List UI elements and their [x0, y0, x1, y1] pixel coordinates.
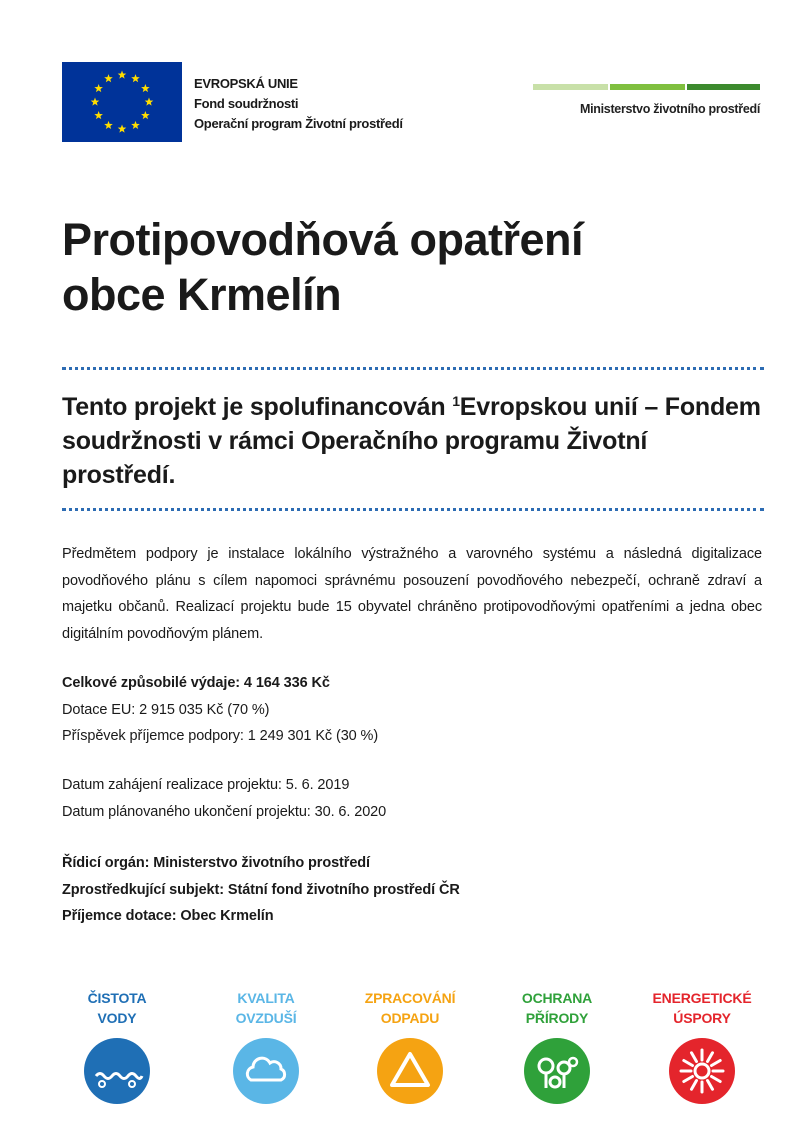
cloud-icon	[233, 1038, 299, 1104]
total-eligible-costs: Celkové způsobilé výdaje: 4 164 336 Kč	[62, 675, 330, 691]
ministry-bar-dark	[687, 84, 760, 90]
category-line-1: KVALITA	[237, 990, 295, 1006]
ministry-bar-light	[533, 84, 608, 90]
grant-recipient: Příjemce dotace: Obec Krmelín	[62, 908, 274, 924]
ministry-color-bars	[533, 84, 760, 90]
category-air	[201, 988, 331, 1104]
eu-star	[145, 98, 154, 106]
eu-star	[104, 121, 113, 129]
category-energy	[637, 988, 767, 1104]
cofinancing-statement	[62, 390, 762, 492]
category-label	[345, 988, 475, 1028]
category-label	[637, 988, 767, 1028]
eu-subsidy: Dotace EU: 2 915 035 Kč (70 %)	[62, 701, 270, 718]
start-date: Datum zahájení realizace projektu: 5. 6. 2019	[62, 777, 350, 793]
intermediate-body: Zprostředkující subjekt: Státní fond životního prostředí ČR	[62, 881, 460, 898]
category-line-2: ODPADU	[380, 1010, 440, 1026]
eu-star	[141, 84, 150, 92]
nature-icon	[524, 1038, 590, 1104]
cost-summary	[62, 670, 378, 750]
water-icon	[84, 1038, 150, 1104]
eu-star	[131, 121, 140, 129]
category-label	[52, 988, 182, 1028]
subtitle-part-1: Tento projekt je spolufinancován	[62, 393, 453, 421]
eu-star	[104, 74, 113, 82]
page-title	[62, 212, 752, 322]
category-line-1: ČISTOTA	[87, 990, 147, 1006]
category-waste	[345, 988, 475, 1104]
category-line-1: ENERGETICKÉ	[652, 990, 752, 1006]
title-line-1: Protipovodňová opatření	[62, 214, 584, 265]
category-water	[52, 988, 182, 1104]
dotted-divider-top	[62, 367, 764, 370]
ministry-logo	[533, 84, 760, 116]
category-line-2: ÚSPORY	[673, 1010, 731, 1026]
eu-stars-icon	[62, 62, 182, 142]
managing-authority: Řídicí orgán: Ministerstvo životního prostředí	[62, 855, 370, 871]
eu-star	[94, 84, 103, 92]
eu-flag-logo	[62, 62, 182, 142]
eu-line-fund: Fond soudržnosti	[194, 96, 299, 111]
dotted-divider-bottom	[62, 508, 764, 511]
sun-icon	[669, 1038, 735, 1104]
eu-star	[118, 71, 127, 79]
recycle-triangle-icon	[377, 1038, 443, 1104]
title-line-2: obce Krmelín	[62, 269, 342, 320]
project-dates	[62, 772, 386, 825]
category-line-1: ZPRACOVÁNÍ	[364, 990, 456, 1006]
responsible-bodies	[62, 850, 460, 930]
category-line-2: OVZDUŠÍ	[235, 1010, 297, 1026]
eu-line-union: EVROPSKÁ UNIE	[194, 76, 298, 91]
eu-line-program: Operační program Životní prostředí	[194, 116, 403, 131]
eu-star	[131, 74, 140, 82]
category-line-2: PŘÍRODY	[525, 1010, 589, 1026]
project-description: Předmětem podpory je instalace lokálního výstražného a varovného systému a následná digitalizace povodňového plánu s cílem napomoci správnému posouzení povodňového nebezpečí, ochraně zdraví a majetku občanů. Realizací projektu bude 15 obyvatel chráněno protipovodňovými opatřeními a jedna obec digitálním povodňovým plánem.	[62, 546, 762, 642]
category-line-2: VODY	[97, 1010, 137, 1026]
category-line-1: OCHRANA	[521, 990, 593, 1006]
category-nature	[492, 988, 622, 1104]
eu-star	[141, 111, 150, 119]
footnote-marker: 1	[452, 393, 460, 409]
eu-star	[91, 98, 100, 106]
eu-program-text	[194, 74, 403, 134]
eu-star	[118, 125, 127, 133]
category-label	[201, 988, 331, 1028]
ministry-bar-mid	[610, 84, 684, 90]
subtitle-part-2: Evropskou unií – Fondem soudržnosti v rámci Operačního programu Životní prostředí.	[62, 393, 761, 489]
eu-star	[94, 111, 103, 119]
recipient-contribution: Příspěvek příjemce podpory: 1 249 301 Kč (30 %)	[62, 728, 379, 744]
ministry-name: Ministerstvo životního prostředí	[580, 102, 760, 116]
category-label	[492, 988, 622, 1028]
end-date: Datum plánovaného ukončení projektu: 30. 6. 2020	[62, 803, 387, 820]
